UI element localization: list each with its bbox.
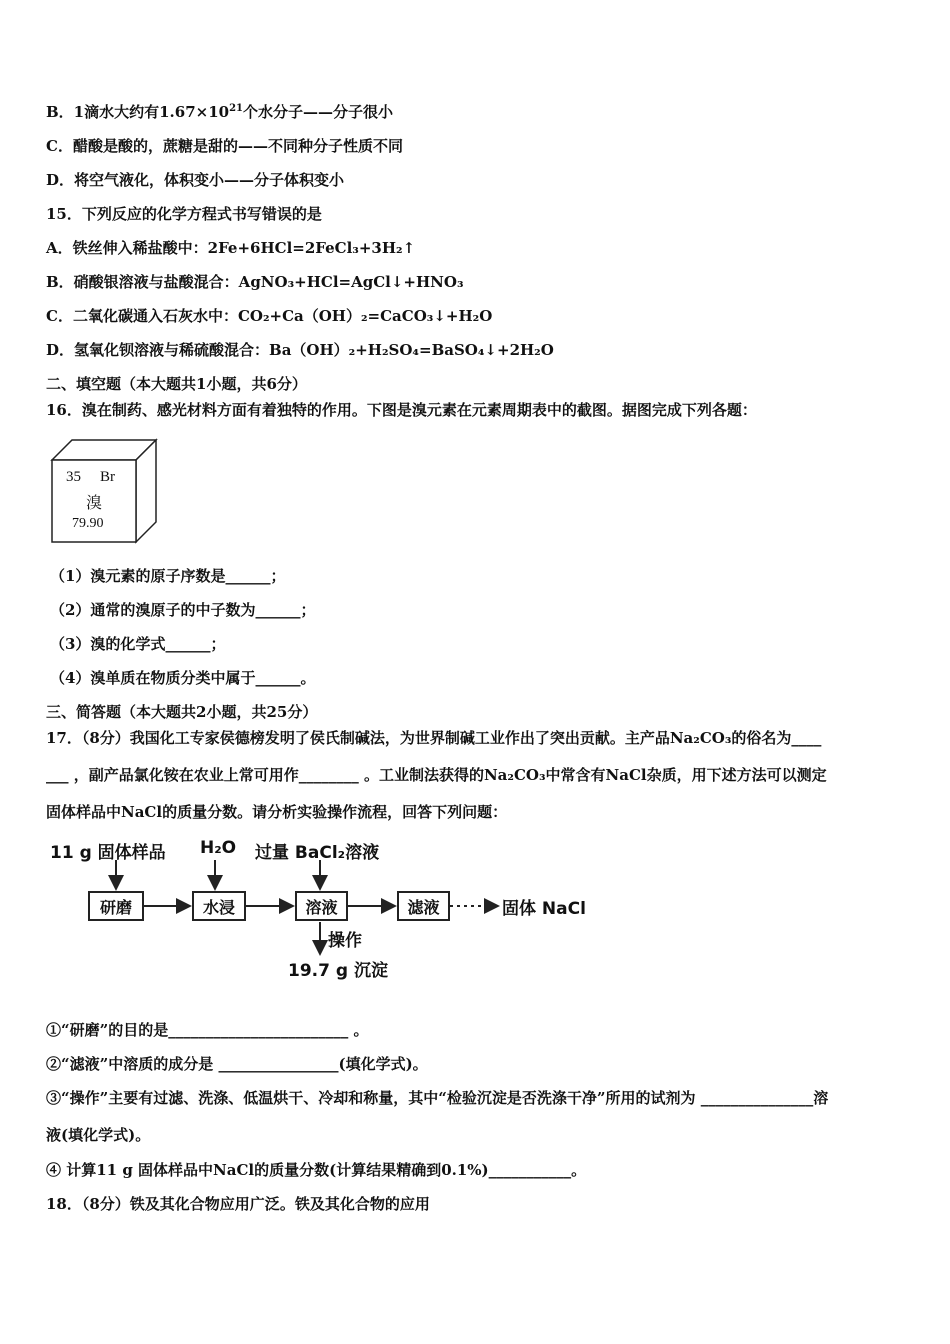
q17-sub-4: ④ 计算11 g 固体样品中NaCl的质量分数(计算结果精确到0.1%)___________。 — [46, 1161, 587, 1179]
q15-option-a: A．铁丝伸入稀盐酸中：2Fe+6HCl=2FeCl₃+3H₂↑ — [46, 239, 416, 257]
q16-stem: 16．溴在制药、感光材料方面有着独特的作用。下图是溴元素在元素周期表中的截图。据图完成下列各题： — [46, 401, 757, 419]
q14-option-b: B．1滴水大约有$1.67\times 10^{21}$个水分子——分子很小 — [46, 103, 394, 121]
atomic-mass: 79.90 — [72, 516, 104, 531]
q16-part-1: （1）溴元素的原子序数是______； — [50, 567, 286, 585]
element-name: 溴 — [86, 493, 103, 512]
q17-sub-1: ①“研磨”的目的是________________________ 。 — [46, 1021, 369, 1039]
q17-sub-2: ②“滤液”中溶质的成分是 ________________(填化学式)。 — [46, 1055, 428, 1073]
q17-sub-3-cont: 液(填化学式)。 — [46, 1126, 151, 1144]
process-flow-diagram — [50, 836, 610, 986]
flow-box-filtrate: 滤液 — [397, 891, 450, 921]
flow-box-solution: 溶液 — [295, 891, 348, 921]
flow-precipitate-label: 19.7 g 沉淀 — [288, 961, 388, 981]
section-2-heading: 二、填空题（本大题共1小题，共6分） — [46, 375, 307, 393]
flow-operation-label: 操作 — [328, 931, 362, 951]
bromine-periodic-cell — [48, 436, 160, 546]
flow-water-label: H₂O — [200, 838, 237, 858]
q18-stem: 18．（8分）铁及其化合物应用广泛。铁及其化合物的应用 — [46, 1195, 430, 1213]
flow-product-label: 固体 NaCl — [502, 899, 586, 919]
atomic-number: 35 — [66, 469, 81, 485]
q16-part-3: （3）溴的化学式______； — [50, 635, 226, 653]
q15-option-b: B．硝酸银溶液与盐酸混合：AgNO₃+HCl=AgCl↓+HNO₃ — [46, 273, 464, 291]
element-symbol: Br — [100, 469, 115, 485]
q15-stem: 15．下列反应的化学方程式书写错误的是 — [46, 205, 322, 223]
flow-box-soak: 水浸 — [192, 891, 246, 921]
q15-option-d: D．氢氧化钡溶液与稀硫酸混合：Ba（OH）₂+H₂SO₄=BaSO₄↓+2H₂O — [46, 341, 554, 359]
q15-option-c: C．二氧化碳通入石灰水中：CO₂+Ca（OH）₂=CaCO₃↓+H₂O — [46, 307, 493, 325]
q17-sub-3: ③“操作”主要有过滤、洗涤、低温烘干、冷却和称量，其中“检验沉淀是否洗涤干净”所用的试剂为 _______________溶 — [46, 1089, 829, 1107]
flow-box-grind: 研磨 — [88, 891, 144, 921]
q14-option-c: C．醋酸是酸的，蔗糖是甜的——不同种分子性质不同 — [46, 137, 403, 155]
section-3-heading: 三、简答题（本大题共2小题，共25分） — [46, 703, 318, 721]
flow-reagent-label: 过量 BaCl₂溶液 — [255, 843, 380, 863]
q14-option-d: D．将空气液化，体积变小——分子体积变小 — [46, 171, 345, 189]
flow-sample-label: 11 g 固体样品 — [50, 843, 166, 863]
q17-line-3: 固体样品中NaCl的质量分数。请分析实验操作流程，回答下列问题： — [46, 803, 508, 821]
q17-line-1: 17．（8分）我国化工专家侯德榜发明了侯氏制碱法，为世界制碱工业作出了突出贡献。主产品Na₂CO₃的俗名为____ — [46, 729, 822, 747]
q17-line-2: ___ ，副产品氯化铵在农业上常可用作________ 。工业制法获得的Na₂CO₃中常含有NaCl杂质，用下述方法可以测定 — [46, 766, 827, 784]
q16-part-2: （2）通常的溴原子的中子数为______； — [50, 601, 316, 619]
cube-frame-icon — [48, 436, 160, 546]
q16-part-4: （4）溴单质在物质分类中属于______。 — [50, 669, 316, 687]
